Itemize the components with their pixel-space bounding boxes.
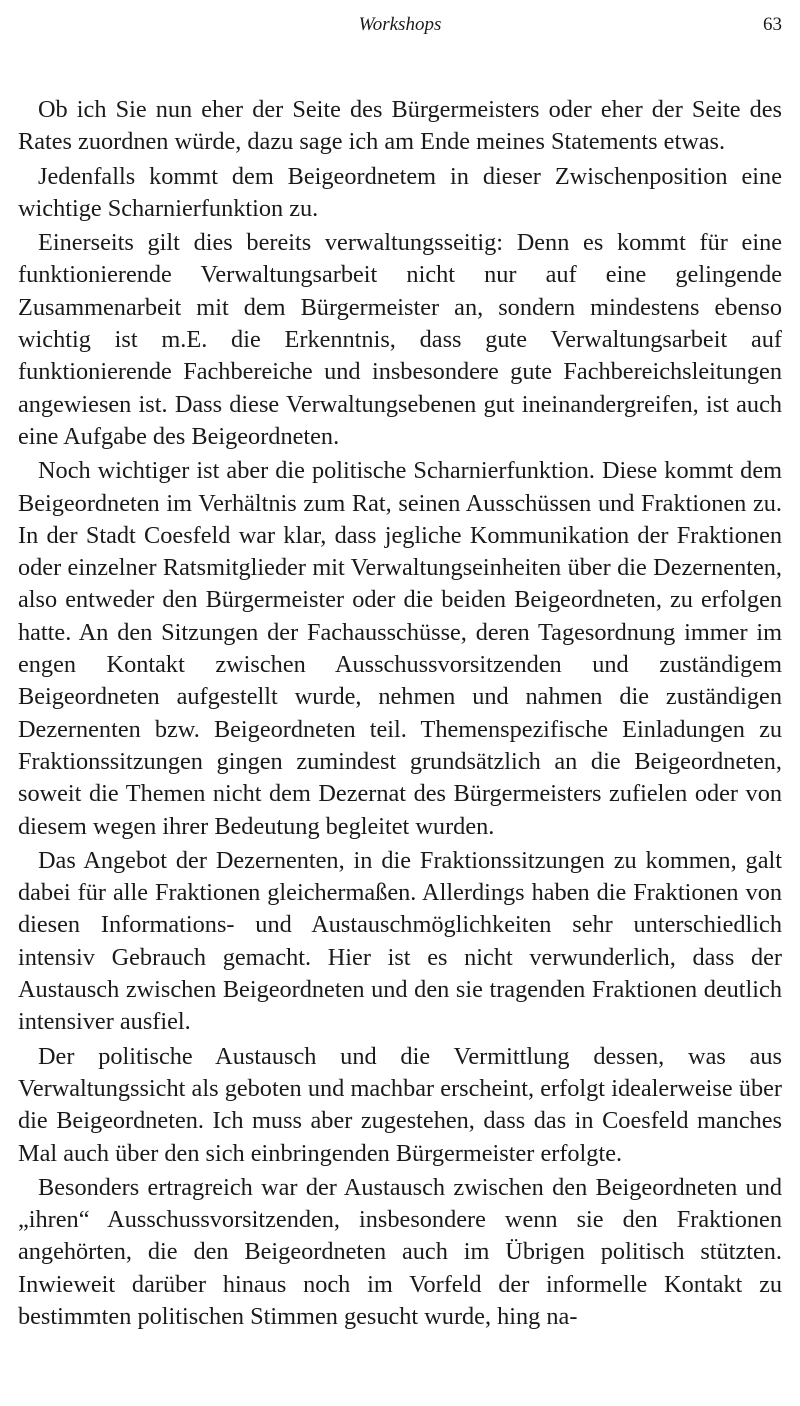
paragraph: Einerseits gilt dies bereits verwaltungsseitig: Denn es kommt für eine funktionierende Verwaltungsarbeit nicht nur auf eine gelingende Zusammenarbeit mit dem Bürgermeister an, sondern mindestens ebenso wichtig ist m.E. die Erkenntnis, dass gute Verwaltungsarbeit auf funktionierende Fachbereiche und insbesondere gute Fachbereichsleitungen angewiesen ist. Dass diese Verwaltungsebenen gut ineinandergreifen, ist auch eine Aufgabe des Beigeordneten. [18,229,782,450]
paragraph: Das Angebot der Dezernenten, in die Fraktionssitzungen zu kommen, galt dabei für alle Fraktionen gleichermaßen. Allerdings haben die Fraktionen von diesen Informations- und Austauschmöglichkeiten sehr unterschiedlich intensiv Gebrauch gemacht. Hier ist es nicht verwunderlich, dass der Austausch zwischen Beigeordneten und den sie tragenden Fraktionen deutlich intensiver ausfiel. [18,846,782,1036]
running-title: Workshops [358,14,442,35]
body-text [18,94,782,1335]
running-head [18,14,782,42]
paragraph: Noch wichtiger ist aber die politische Scharnierfunktion. Diese kommt dem Beigeordneten im Verhältnis zum Rat, seinen Ausschüssen und Fraktionen zu. In der Stadt Coesfeld war klar, dass jegliche Kommunikation der Fraktionen oder einzelner Ratsmitglieder mit Verwaltungseinheiten über die Dezernenten, also entweder den Bürgermeister oder die beiden Beigeordneten, zu erfolgen hatte. An den Sitzungen der Fachausschüsse, deren Tagesordnung immer im engen Kontakt zwischen Ausschussvorsitzenden und zuständigem Beigeordneten aufgestellt wurde, nehmen und nahmen die zuständigen Dezernenten bzw. Beigeordneten teil. Themenspezifische Einladungen zu Fraktionssitzungen gingen zumindest grundsätzlich an die Beigeordneten, soweit die Themen nicht dem Dezernat des Bürgermeisters zufielen oder von diesem wegen ihrer Bedeutung begleitet wurden. [18,457,782,840]
paragraph: Der politische Austausch und die Vermittlung dessen, was aus Verwaltungssicht als geboten und machbar erscheint, erfolgt idealerweise über die Beigeordneten. Ich muss aber zugestehen, dass das in Coesfeld manches Mal auch über den sich einbringenden Bürgermeister erfolgte. [18,1042,782,1167]
paragraph: Besonders ertragreich war der Austausch zwischen den Beigeordneten und „ihren“ Ausschussvorsitzenden, insbesondere wenn sie den Fraktionen angehörten, die den Beigeordneten auch im Übrigen politisch stützten. Inwieweit darüber hinaus noch im Vorfeld der informelle Kontakt zu bestimmten politischen Stimmen gesucht wurde, hing na- [18,1173,782,1330]
paragraph: Jedenfalls kommt dem Beigeordnetem in dieser Zwischenposition eine wichtige Scharnierfunktion zu. [18,162,782,222]
paragraph: Ob ich Sie nun eher der Seite des Bürgermeisters oder eher der Seite des Rates zuordnen würde, dazu sage ich am Ende meines Statements etwas. [18,96,782,156]
page-number: 63 [763,14,782,35]
